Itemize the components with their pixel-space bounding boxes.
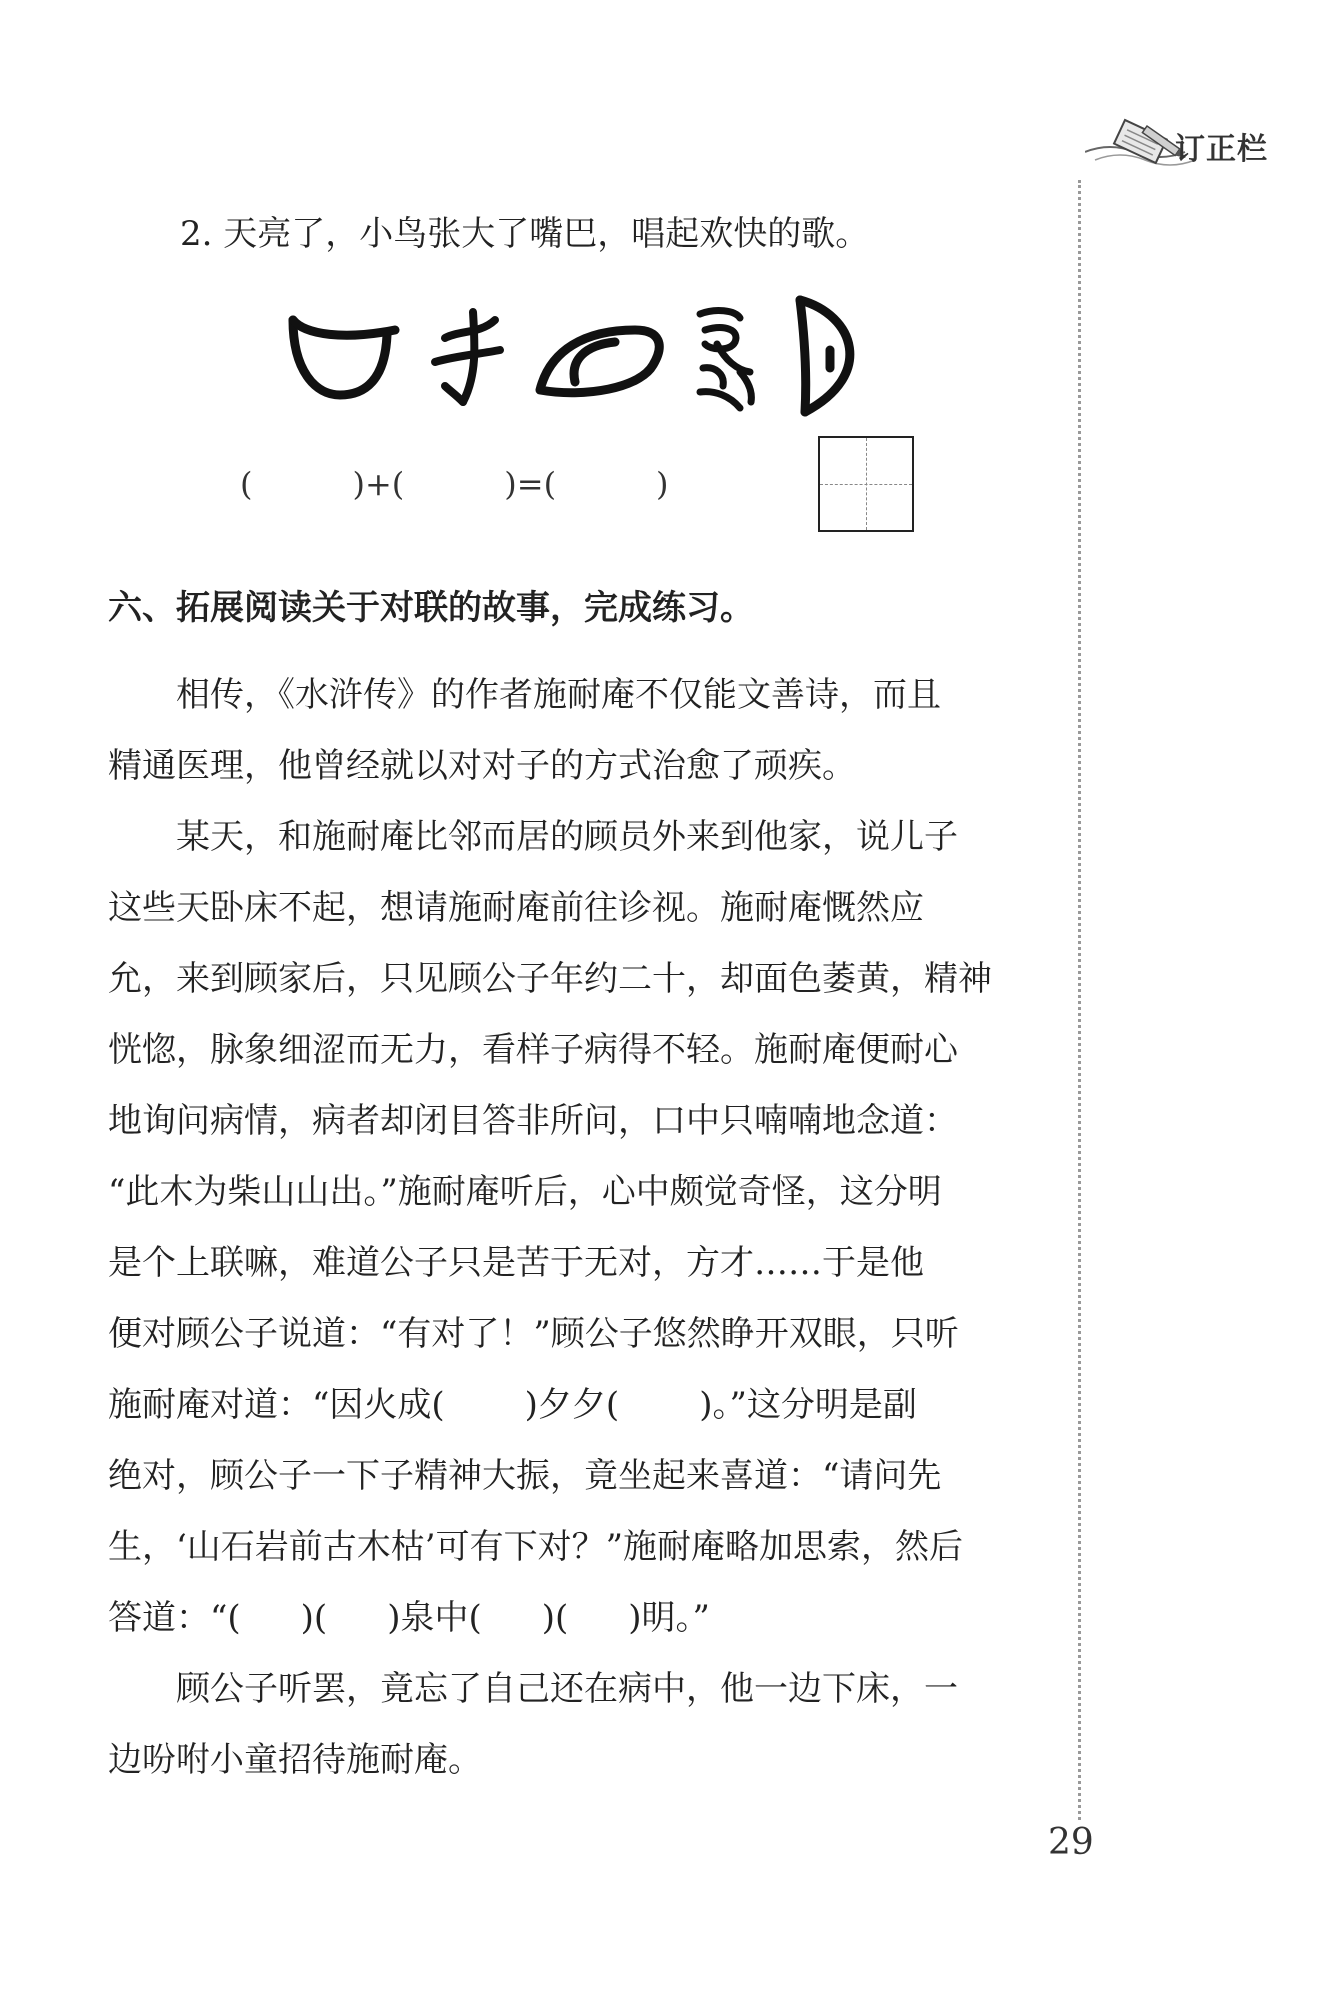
correction-column-divider	[1078, 180, 1081, 1820]
box-vertical-guide	[866, 438, 867, 530]
line-segment: )(	[541, 1598, 569, 1638]
passage-line-with-blanks	[108, 1370, 1068, 1441]
moon-pictograph	[800, 300, 850, 412]
blank-3-close: )	[656, 465, 669, 503]
bird-pictograph	[700, 311, 751, 408]
plus-sign: )+(	[352, 465, 405, 503]
passage-line: “此木为柴山山出。”施耐庵听后，心中颇觉奇怪，这分明	[108, 1172, 942, 1212]
passage-line: 绝对，顾公子一下子精神大振，竟坐起来喜道：“请问先	[108, 1456, 942, 1496]
character-writing-box[interactable]	[818, 436, 914, 532]
reading-passage	[108, 660, 1068, 1796]
line-segment: )夕夕(	[524, 1385, 620, 1425]
passage-line: 这些天卧床不起，想请施耐庵前往诊视。施耐庵慨然应	[108, 888, 924, 928]
line-segment: 施耐庵对道：“因火成(	[108, 1385, 445, 1425]
passage-line: 生，‘山石岩前古木枯’可有下对？”施耐庵略加思索，然后	[108, 1527, 963, 1567]
line-segment: )(	[300, 1598, 328, 1638]
passage-line: 顾公子听罢，竟忘了自己还在病中，他一边下床，一	[108, 1669, 958, 1709]
passage-line: 地询问病情，病者却闭目答非所问，口中只喃喃地念道：	[108, 1101, 958, 1141]
ancient-script-glyphs	[285, 290, 875, 420]
passage-line-with-blanks	[108, 1583, 1068, 1654]
equation-blank-row	[240, 465, 669, 503]
blank-1-open: (	[240, 465, 253, 503]
line-segment: )泉中(	[387, 1598, 482, 1638]
passage-line: 某天，和施耐庵比邻而居的顾员外来到他家，说儿子	[108, 817, 958, 857]
question-2-text: 2. 天亮了，小鸟张大了嘴巴，唱起欢快的歌。	[180, 214, 870, 254]
passage-line: 边吩咐小童招待施耐庵。	[108, 1740, 482, 1780]
line-segment: )。”这分明是副	[699, 1385, 917, 1425]
mouth-pictograph	[293, 320, 395, 395]
eye-pictograph	[540, 330, 659, 393]
page-number: 29	[1048, 1822, 1094, 1863]
passage-line: 精通医理，他曾经就以对对子的方式治愈了顽疾。	[108, 746, 856, 786]
passage-line: 是个上联嘛，难道公子只是苦于无对，方才……于是他	[108, 1243, 924, 1283]
passage-line: 恍惚，脉象细涩而无力，看样子病得不轻。施耐庵便耐心	[108, 1030, 958, 1070]
correction-column-label: 订正栏	[1175, 132, 1268, 167]
passage-line: 便对顾公子说道：“有对了！”顾公子悠然睁开双眼，只听	[108, 1314, 959, 1354]
line-segment: )明。”	[628, 1598, 710, 1638]
line-segment: 答道：“(	[108, 1598, 241, 1638]
hand-pictograph	[435, 312, 500, 402]
equals-sign: )=(	[504, 465, 557, 503]
passage-line: 相传，《水浒传》的作者施耐庵不仅能文善诗，而且	[108, 675, 941, 715]
section-6-title: 六、拓展阅读关于对联的故事，完成练习。	[108, 588, 754, 628]
passage-line: 允，来到顾家后，只见顾公子年约二十，却面色萎黄，精神	[108, 959, 992, 999]
